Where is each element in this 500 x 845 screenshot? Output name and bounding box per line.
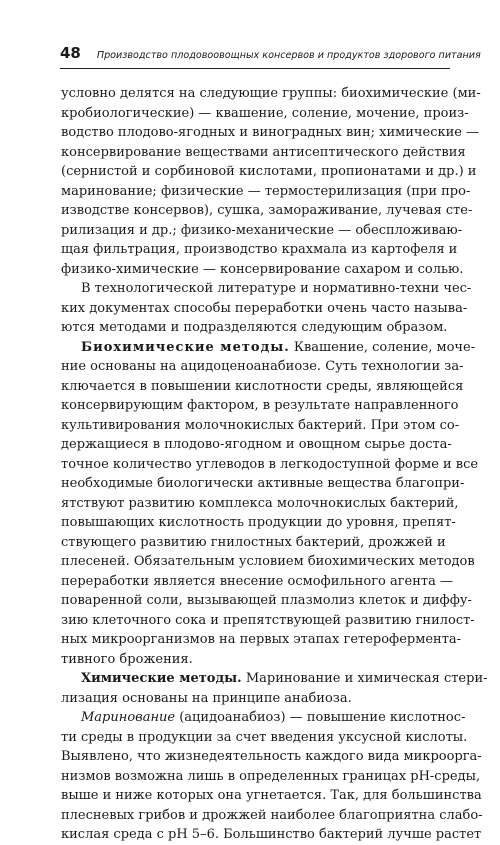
text-line: выше и ниже которых она угнетается. Так, для большинства [61, 788, 482, 803]
text-line: физико-химические — консервирование сахаром и солью. [61, 261, 464, 277]
text-line: плесневых грибов и дрожжей наиболее благоприятна слабо- [61, 807, 483, 823]
text-line: кислая среда с pH 5–6. Большинство бактерий лучше растет [61, 827, 482, 842]
text-line: маринование; физические — термостерилизация (при про- [61, 183, 471, 199]
paragraph-1 [61, 84, 481, 279]
text-line: рилизация и др.; физико-механические — обеспложиваю- [61, 222, 463, 238]
paragraph-marination [61, 708, 483, 845]
text-line: точное количество углеводов в легкодоступной форме и все [61, 456, 479, 472]
page-number: 48 [60, 44, 81, 62]
text-line: кробиологические) — квашение, соление, мочение, произ- [61, 105, 469, 121]
paragraph-chemical-methods [61, 669, 488, 708]
running-title: Производство плодовоовощных консервов и продуктов здорового питания [96, 50, 481, 61]
text-run: (ацидоанабиоз) — повышение кислотнос- [175, 710, 466, 725]
text-line: водство плодово-ягодных и виноградных вин; химические — [61, 125, 480, 140]
text-line [61, 669, 488, 689]
text-line: Выявлено, что жизнедеятельность каждого вида микроорга- [61, 749, 482, 764]
section-heading-biochemical: Биохимические методы. [81, 339, 290, 355]
term-marination: Маринование [81, 710, 176, 725]
text-line [61, 338, 476, 358]
text-line: В технологической литературе и нормативно-техни чес- [81, 281, 472, 296]
text-line: переработки является внесение осмофильного агента — [61, 573, 453, 589]
text-line: культивирования молочнокислых бактерий. При этом со- [61, 417, 460, 433]
text-line: ных микроорганизмов на первых этапах гетероферментa- [61, 632, 462, 647]
text-line: зию клеточного сока и препятствующей развитию гнилост- [61, 612, 475, 628]
paragraph-biochemical-methods [61, 338, 479, 670]
text-line: изводстве консервов), сушка, замораживание, лучевая сте- [61, 203, 473, 218]
paragraph-2 [61, 279, 472, 338]
text-line: держащиеся в плодово-ягодном и овощном сырье доста- [61, 437, 452, 452]
text-line: (сернистой и сорбиновой кислотами, пропионатами и др.) и [61, 164, 477, 179]
header-rule [60, 68, 450, 69]
text-line: тивного брожения. [61, 651, 193, 667]
text-line: плесеней. Обязательным условием биохимических методов [61, 554, 475, 569]
text-run: Маринование и химическая стери- [241, 671, 488, 686]
text-line [61, 708, 466, 728]
text-line: ятствуют развитию комплекса молочнокислых бактерий, [61, 495, 459, 511]
text-line: консервирующим фактором, в результате направленного [61, 398, 459, 413]
text-line: ются методами и подразделяются следующим образом. [61, 320, 448, 335]
text-line: консервирование веществами антисептического действия [61, 144, 466, 160]
text-run: Квашение, соление, моче- [289, 339, 476, 355]
text-line: ти среды в продукции за счет введения уксусной кислоты. [61, 729, 468, 745]
text-line: условно делятся на следующие группы: биохимические (ми- [61, 86, 481, 101]
text-line: ключается в повышении кислотности среды, являющейся [61, 378, 464, 394]
body-text [61, 84, 488, 845]
text-line: повышающих кислотность продукции до уровня, препят- [61, 515, 456, 530]
text-line: ких документах способы переработки очень часто называ- [61, 300, 468, 316]
text-line: необходимые биологически активные вещества благопри- [61, 476, 465, 491]
text-line: лизация основаны на принципе анабиоза. [61, 690, 352, 706]
text-line: ствующего развитию гнилостных бактерий, дрожжей и [61, 534, 446, 550]
page-header [60, 44, 481, 62]
text-line: поваренной соли, вызывающей плазмолиз клеток и диффу- [61, 593, 472, 608]
text-line: ние основаны на ацидоценоанабиозе. Суть технологии за- [61, 359, 464, 374]
section-heading-chemical: Химические методы. [81, 671, 242, 686]
text-line: щая фильтрация, производство крахмала из картофеля и [61, 242, 458, 257]
text-line: низмов возможна лишь в определенных границах pH-среды, [61, 768, 481, 784]
